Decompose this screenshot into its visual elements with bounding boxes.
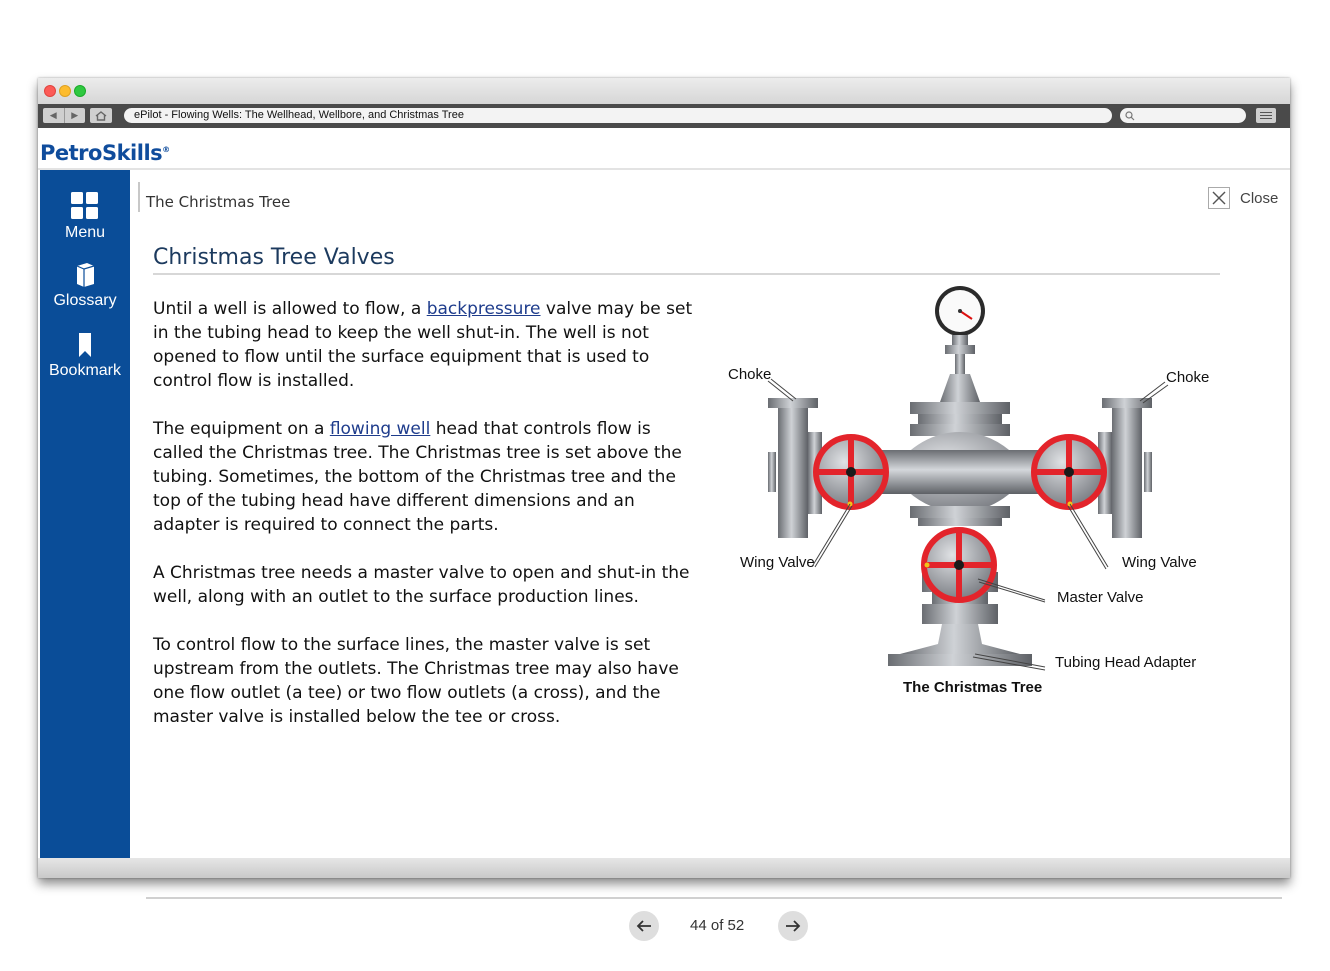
close-label: Close	[1240, 189, 1279, 207]
search-icon	[1125, 111, 1135, 121]
master-valve	[924, 530, 994, 600]
wing-valve-left	[816, 437, 886, 507]
maximize-window-button[interactable]	[74, 85, 86, 97]
glossary-link-flowing-well[interactable]: flowing well	[329, 419, 431, 439]
sidebar-item-bookmark[interactable]	[40, 332, 130, 380]
label-tubing-head-adapter: Tubing Head Adapter	[1055, 654, 1197, 671]
minimize-window-button[interactable]	[59, 85, 71, 97]
paragraph: Until a well is allowed to flow, a backpressure valve may be set in the tubing head to keep the well shut-in. The well is not opened to flow until the surface equipment that is used to control flow is installed.	[153, 299, 693, 391]
home-icon	[95, 111, 107, 121]
book-icon	[72, 262, 98, 288]
diagram-caption: The Christmas Tree	[903, 679, 1043, 696]
forward-button[interactable]: ▶	[64, 108, 86, 123]
previous-page-button[interactable]	[629, 911, 659, 941]
arrow-left-icon	[636, 919, 652, 933]
bookmark-icon	[77, 332, 93, 358]
label-choke-right: Choke	[1166, 369, 1210, 386]
wing-valve-right	[1034, 437, 1104, 507]
history-buttons	[43, 108, 85, 123]
section-title: The Christmas Tree	[146, 193, 291, 211]
arrow-right-icon	[785, 919, 801, 933]
grid-icon	[71, 192, 99, 220]
page-counter: 44 of 52	[690, 917, 745, 934]
next-page-button[interactable]	[778, 911, 808, 941]
christmas-tree-diagram	[720, 282, 1220, 722]
paragraph: A Christmas tree needs a master valve to open and shut-in the well, along with an outlet to the surface production lines.	[153, 563, 690, 607]
paragraph: The equipment on a flowing well head that controls flow is called the Christmas tree. The Christmas tree is set above the tubing. Sometimes, the bottom of the Christmas tree and the top of the tubing head have different dimensions and an adapter is required to connect the parts.	[153, 419, 682, 535]
browser-menu-button[interactable]	[1256, 108, 1276, 123]
sidebar-item-label: Bookmark	[48, 362, 122, 379]
content-area	[130, 170, 1290, 934]
label-master-valve: Master Valve	[1057, 589, 1144, 606]
search-field[interactable]	[1120, 108, 1246, 123]
section-divider	[138, 182, 140, 212]
window-bottom-bar	[38, 858, 1290, 878]
sidebar	[40, 170, 130, 858]
sidebar-item-glossary[interactable]	[40, 262, 130, 310]
browser-toolbar	[38, 104, 1290, 128]
petroskills-logo: PetroSkills®	[40, 141, 170, 165]
back-button[interactable]: ◀	[49, 110, 57, 120]
close-icon	[1208, 187, 1230, 209]
title-bar	[38, 78, 1290, 104]
label-wing-valve-left: Wing Valve	[740, 554, 815, 571]
glossary-link-backpressure[interactable]: backpressure	[426, 299, 541, 319]
address-bar[interactable]: ePilot - Flowing Wells: The Wellhead, Wellbore, and Christmas Tree	[124, 108, 1112, 123]
brand-header	[38, 128, 1290, 170]
browser-window	[38, 78, 1290, 934]
label-choke-left: Choke	[728, 366, 772, 383]
sidebar-item-label: Glossary	[53, 292, 117, 309]
footer-divider	[146, 897, 1282, 899]
pressure-gauge	[935, 286, 985, 402]
home-button[interactable]	[90, 108, 112, 123]
body-text	[153, 297, 693, 753]
close-button[interactable]	[1208, 187, 1278, 209]
paragraph: To control flow to the surface lines, the master valve is set upstream from the outlets. The Christmas tree may also have one flow outlet (a tee) or two flow outlets (a cross), and the master valve is installed below the tee or cross.	[153, 635, 679, 727]
pager	[130, 911, 1290, 941]
label-wing-valve-right: Wing Valve	[1122, 554, 1197, 571]
sidebar-item-menu[interactable]	[40, 192, 130, 242]
page-title: Christmas Tree Valves	[153, 245, 1220, 275]
sidebar-item-label: Menu	[64, 224, 106, 241]
close-window-button[interactable]	[44, 85, 56, 97]
